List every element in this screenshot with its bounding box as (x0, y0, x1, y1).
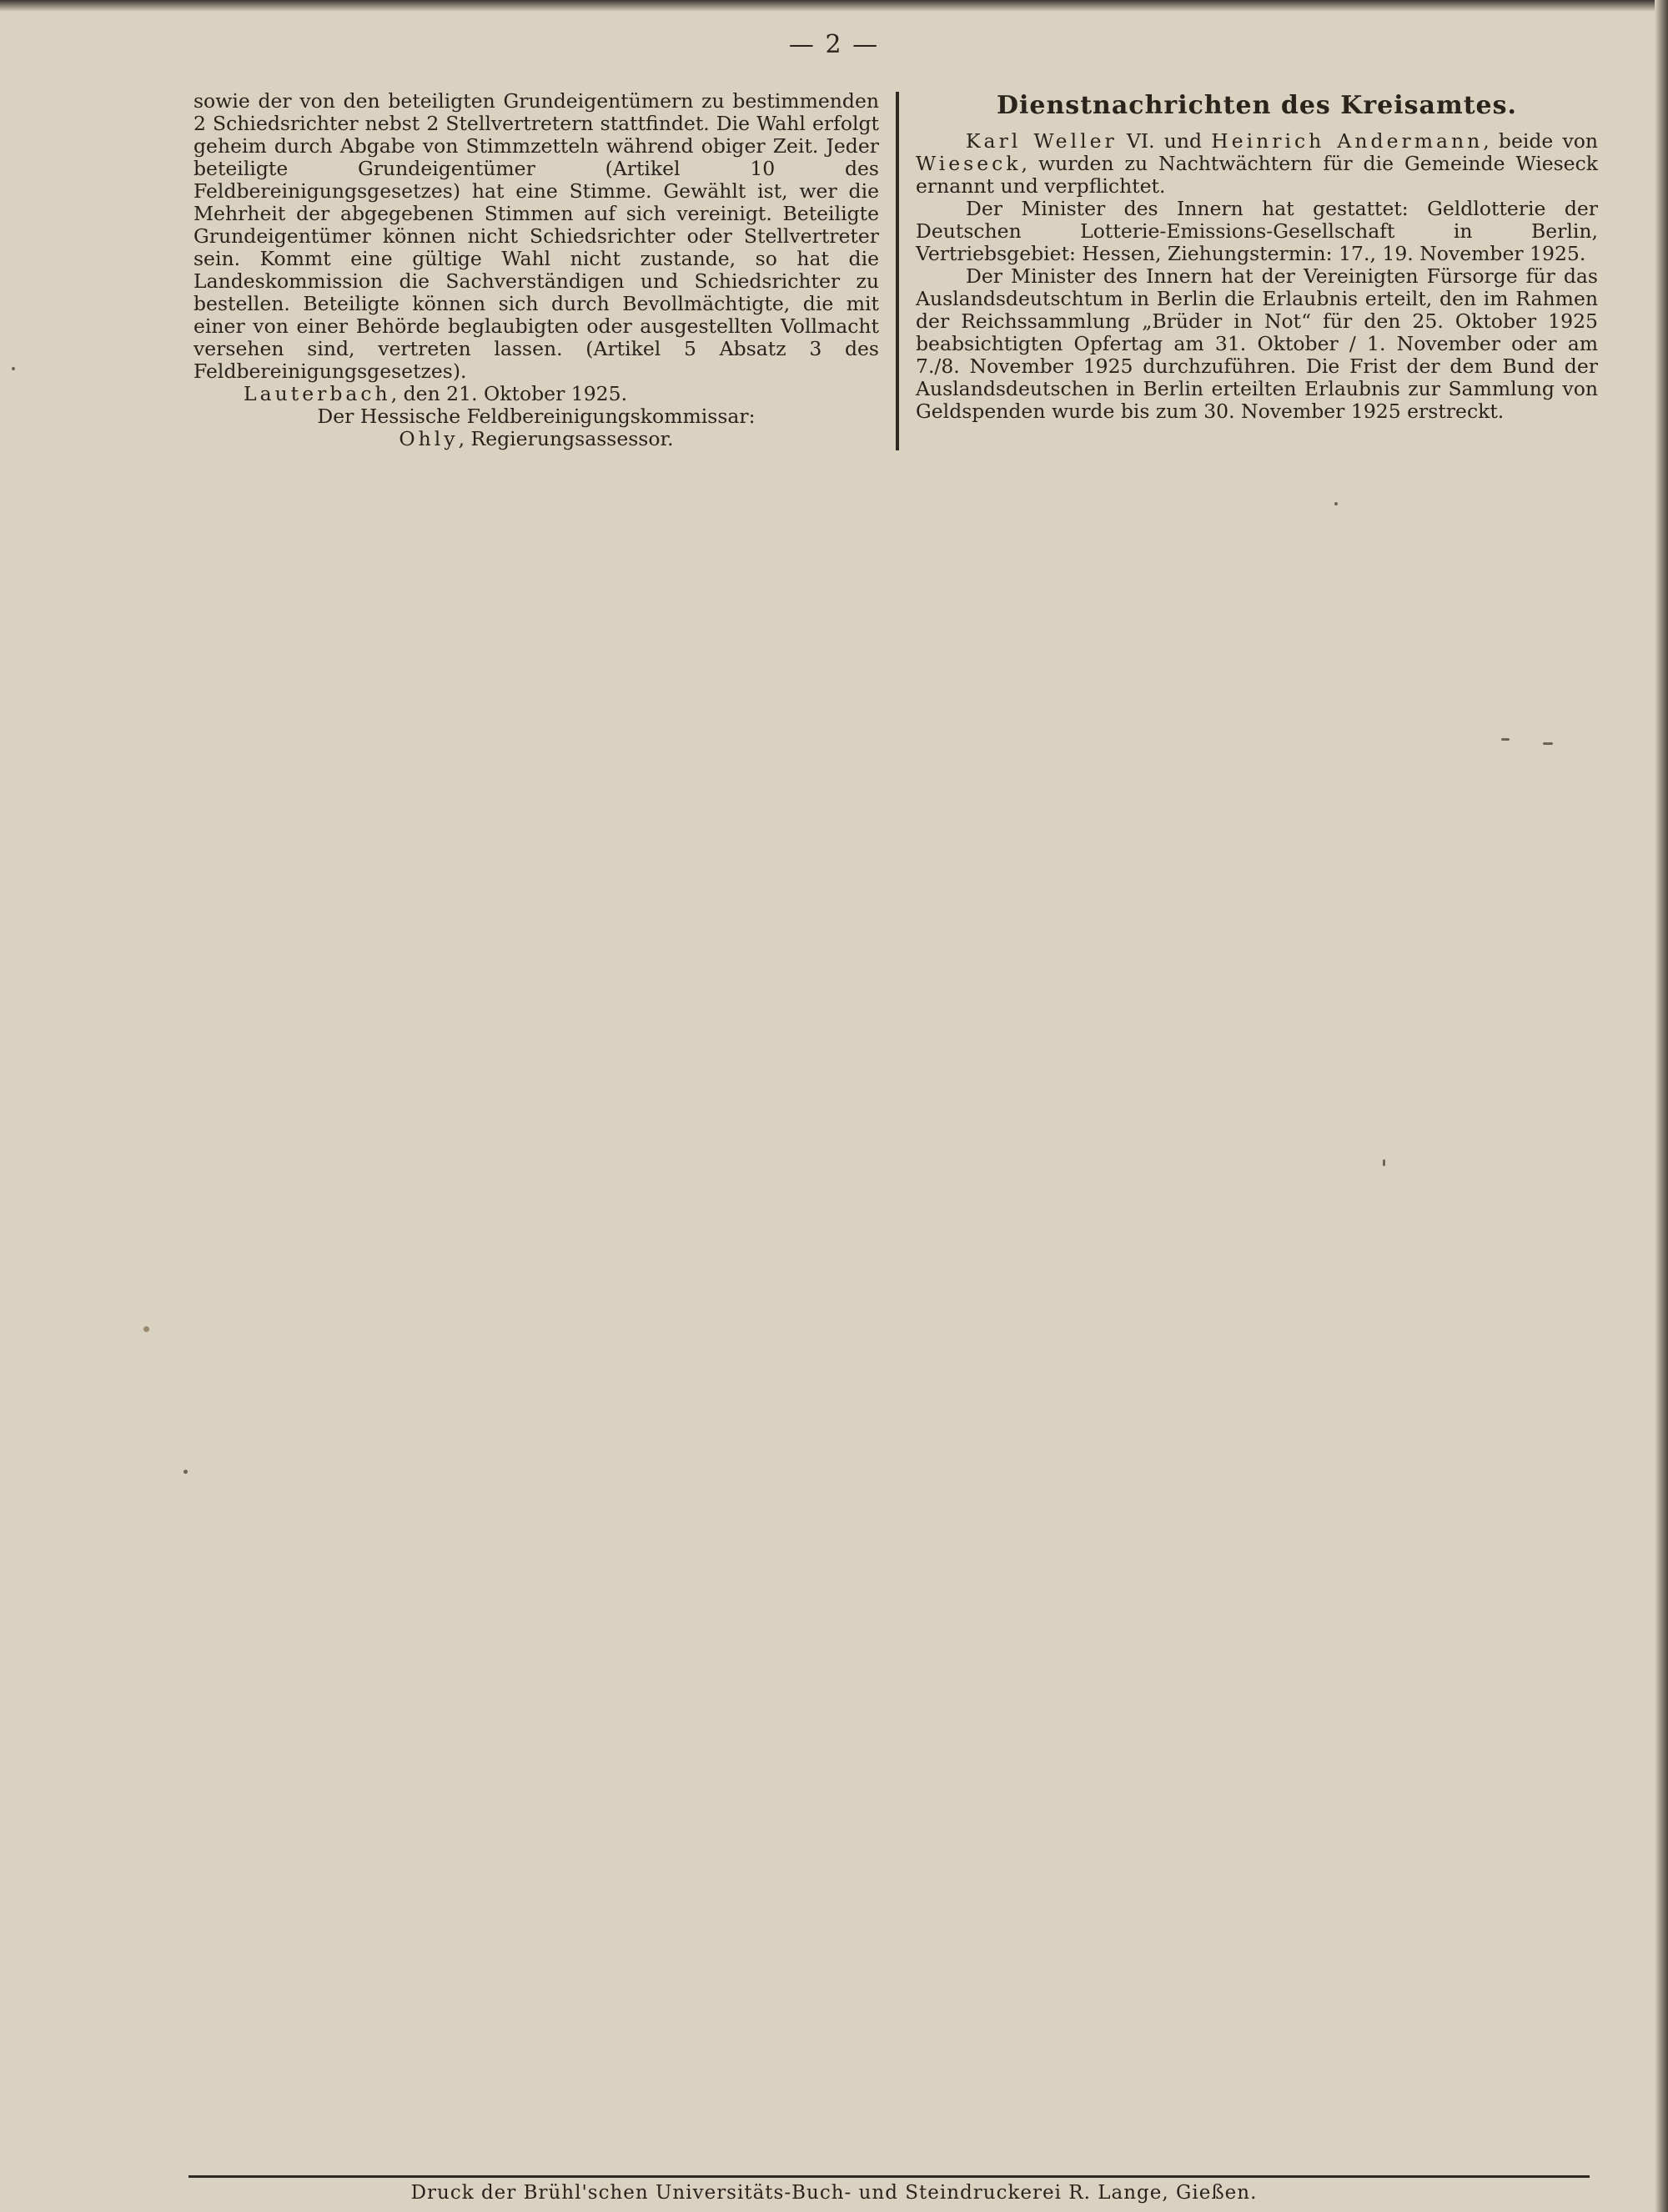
left-paragraph: sowie der von den beteiligten Grundeigentümern zu bestimmenden 2 Schiedsrichter nebst 2 Stellvertretern stattfindet. Die Wahl erfolgt geheim durch Abgabe von Stimmzetteln während obiger Zeit. Jeder beteiligte Grundeigentümer (Artikel 10 des Feldbereinigungsgesetzes) hat eine Stimme. Gewählt ist, wer die Mehrheit der abgegebenen Stimmen auf sich vereinigt. Beteiligte Grundeigentümer können nicht Schiedsrichter oder Stellvertreter sein. Kommt eine gültige Wahl nicht zustande, so hat die Landeskommission die Sachverständigen und Schiedsrichter zu bestellen. Beteiligte können sich durch Bevollmächtigte, die mit einer von einer Behörde beglaubigten oder ausgestellten Vollmacht versehen sind, vertreten lassen. (Artikel 5 Absatz 3 des Feldbereinigungsgesetzes). (193, 89, 879, 383)
page-right-edge (1655, 0, 1668, 2212)
left-column (193, 90, 879, 450)
place-name: Lauterbach (244, 382, 391, 405)
paper-speck (1334, 502, 1338, 505)
signer-line (193, 428, 879, 450)
signature-line: Der Hessische Feldbereinigungskommissar: (317, 405, 756, 428)
person-name: Karl Weller (966, 129, 1118, 153)
paper-speck (12, 367, 15, 370)
paper-speck (183, 1470, 188, 1474)
paper-speck (1501, 738, 1510, 741)
paper-speck (1543, 742, 1553, 745)
place-name: Wieseck (916, 152, 1022, 175)
notice-text: , wurden zu Nachtwächtern für die Gemeinde Wieseck ernannt und verpflichtet. (916, 152, 1598, 198)
notice-lottery: Der Minister des Innern hat gestattet: Geldlotterie der Deutschen Lotterie-Emissions-Gesellschaft in Berlin, Vertriebsgebiet: Hessen, Ziehungstermin: 17., 19. November 1925. (916, 197, 1598, 265)
notice-text: VI. und (1117, 129, 1212, 153)
signer-name: Ohly (399, 427, 459, 450)
right-column (916, 90, 1598, 423)
notice-text: , beide von (1483, 129, 1599, 153)
signer-title: , Regierungsassessor. (458, 427, 674, 450)
footer-rule (188, 2175, 1590, 2178)
paper-speck (143, 1326, 149, 1332)
notice-collection: Der Minister des Innern hat der Vereinigten Fürsorge für das Auslandsdeutschtum in Berlin die Erlaubnis erteilt, den im Rahmen der Reichssammlung „Brüder in Not“ für den 25. Oktober 1925 beabsichtigten Opfertag am 31. Oktober / 1. November oder am 7./8. November 1925 durchzuführen. Die Frist der dem Bund der Auslandsdeutschen in Berlin erteilten Erlaubnis zur Sammlung von Geldspenden wurde bis zum 30. November 1925 erstreckt. (916, 264, 1598, 423)
date-text: , den 21. Oktober 1925. (390, 382, 628, 405)
printer-imprint: Druck der Brühl'schen Universitäts-Buch- und Steindruckerei R. Lange, Gießen. (410, 2182, 1258, 2204)
notice-appointment (916, 130, 1598, 198)
place-date-line (193, 383, 879, 405)
person-name: Heinrich Andermann (1211, 129, 1484, 153)
paper-speck (1383, 1159, 1385, 1166)
column-divider (896, 92, 899, 450)
page-top-edge (0, 0, 1668, 12)
section-heading: Dienstnachrichten des Kreisamtes. (997, 91, 1517, 120)
page-number: — 2 — (788, 30, 880, 59)
